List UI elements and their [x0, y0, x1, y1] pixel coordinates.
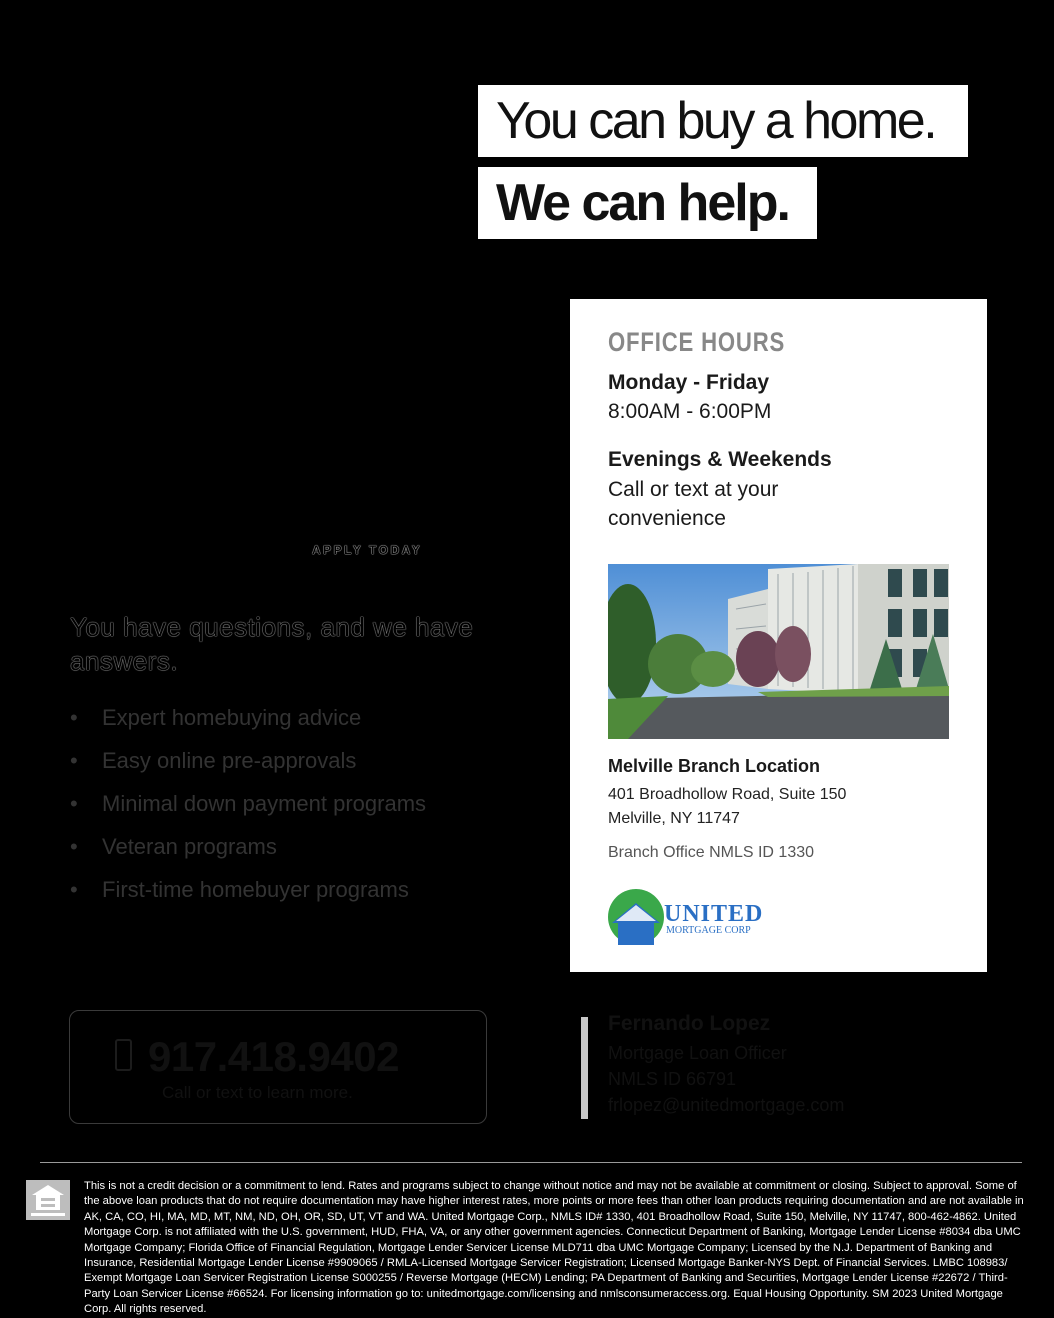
apply-today-label: APPLY TODAY [312, 543, 423, 557]
house-logo-icon [606, 887, 666, 947]
benefit-item: • Veteran programs [70, 834, 277, 859]
united-mortgage-logo [606, 887, 776, 947]
benefits-list [70, 700, 426, 915]
weekday-label: Monday - Friday [608, 371, 770, 394]
phone-contact-box[interactable] [69, 1010, 487, 1124]
weekend-line-1: Call or text at your [608, 478, 779, 501]
address-line-1: 401 Broadhollow Road, Suite 150 [608, 786, 847, 803]
benefit-item: • Minimal down payment programs [70, 791, 427, 816]
headline-line-2: We can help. [496, 174, 789, 232]
branch-building-photo [608, 564, 949, 739]
logo-word-united: UNITED [664, 901, 764, 927]
weekend-label: Evenings & Weekends [608, 448, 832, 471]
weekend-line-2: convenience [608, 507, 726, 530]
officer-nmls: NMLS ID 66791 [608, 1069, 737, 1089]
headline-line-2-box [478, 167, 817, 239]
officer-divider-bar [581, 1017, 588, 1119]
mobile-phone-icon [115, 1039, 132, 1071]
officer-email[interactable]: frlopez@unitedmortgage.com [608, 1095, 845, 1115]
branch-title: Melville Branch Location [608, 756, 821, 776]
legal-disclaimer: This is not a credit decision or a commitment to lend. Rates and programs subject to change without notice and may not be available at commitment or closing. Subject to approval. Some of the above loan products that do not require documentation may have higher interest rates, more points or more fees than other loan products requiring documentation and are not available in AK, CA, CO, HI, MA, MD, MT, NM, ND, OH, OR, SD, UT, VT and WA. United Mortgage Corp., NMLS ID# 1330, 401 Broadhollow Road, Suite 150, Melville, NY 11747, 800-462-4862. United Mortgage Corp. is not affiliated with the U.S. government, HUD, FHA, VA, or any other government agencies. Connecticut Department of Banking, Mortgage Lender License #8034 dba UMC Mortgage Company; Florida Office of Financial Regulation, Mortgage Lender Servicer License MLD711 dba UMC Mortgage Company; Licensed by the N.J. Department of Banking and Insurance, Residential Mortgage Lender License #9909065 / RMLA-Licensed Mortgage Servicer Registration; Licensed Mortgage Banker-NYS Dept. of Financial Services. LMBC 108983/ Exempt Mortgage Loan Servicer Registration License S000255 / Reverse Mortgage (HECM) Lending; PA Department of Banking and Securities, Mortgage Lender License #22672 / Third-Party Loan Servicer License #66524. For licensing information go to: unitedmortgage.com/licensing and nmlsconsumeraccess.org. Equal Housing Opportunity. SM 2023 United Mortgage Corp. All rights reserved. [84, 1180, 1024, 1316]
phone-subtext: Call or text to learn more. [162, 1083, 353, 1102]
footer-divider [40, 1162, 1022, 1163]
benefit-item: • Easy online pre-approvals [70, 748, 357, 773]
phone-number: 917.418.9402 [148, 1033, 399, 1080]
headline-line-1-box [478, 85, 968, 157]
office-hours-card [570, 299, 987, 972]
headline-line-1: You can buy a home. [496, 92, 936, 150]
office-hours-title: OFFICE HOURS [608, 327, 786, 357]
questions-heading: You have questions, and we have answers. [70, 612, 474, 676]
benefit-item: • First-time homebuyer programs [70, 877, 409, 902]
officer-title: Mortgage Loan Officer [608, 1043, 787, 1063]
officer-name: Fernando Lopez [608, 1012, 771, 1035]
equal-housing-icon [26, 1180, 70, 1220]
weekday-hours: 8:00AM - 6:00PM [608, 400, 772, 423]
benefit-item: • Expert homebuying advice [70, 705, 362, 730]
address-line-2: Melville, NY 11747 [608, 810, 740, 827]
logo-word-mortgage-corp: MORTGAGE CORP [666, 925, 751, 936]
branch-nmls-id: Branch Office NMLS ID 1330 [608, 844, 815, 861]
